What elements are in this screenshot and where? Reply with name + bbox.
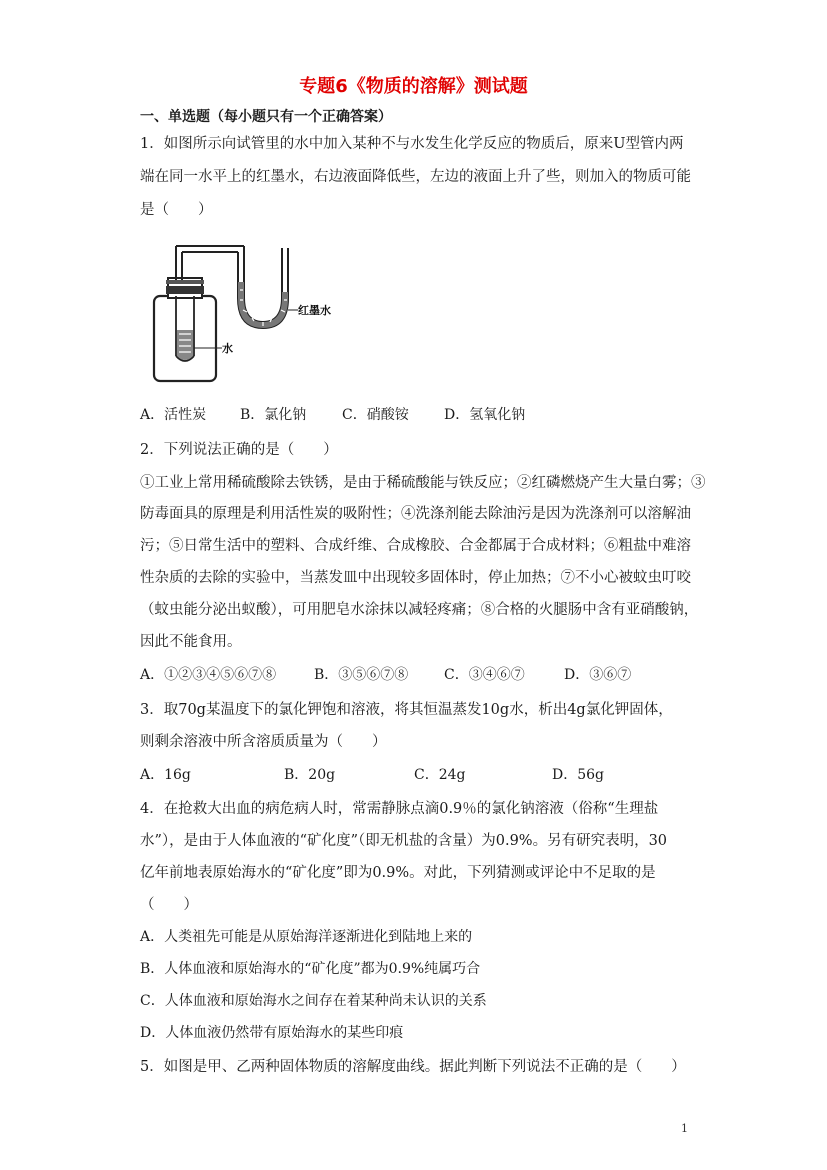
q3-option-b: B．20g bbox=[284, 767, 336, 783]
q2-option-a: A．①②③④⑤⑥⑦⑧ bbox=[140, 667, 277, 683]
q1-option-b: B．氯化钠 bbox=[240, 407, 307, 423]
q5-line-1: 5．如图是甲、乙两种固体物质的溶解度曲线。据此判断下列说法不正确的是（ ） bbox=[140, 1059, 686, 1075]
q2-option-b: B．③⑤⑥⑦⑧ bbox=[314, 667, 409, 683]
q4-line-1: 4．在抢救大出血的病危病人时，常需静脉点滴0.9％的氯化钠溶液（俗称“生理盐 bbox=[140, 801, 659, 817]
q1-line-1: 1．如图所示向试管里的水中加入某种不与水发生化学反应的物质后，原来U型管内两 bbox=[140, 136, 684, 152]
page-title: 专题6《物质的溶解》测试题 bbox=[299, 76, 528, 97]
red-ink-label: 红墨水 bbox=[298, 304, 331, 317]
q4-line-4: （ ） bbox=[140, 897, 198, 913]
q2-line-6: （蚊虫能分泌出蚁酸），可用肥皂水涂抹以减轻疼痛；⑧合格的火腿肠中含有亚硝酸钠， bbox=[140, 602, 699, 618]
q4-option-c: C．人体血液和原始海水之间存在着某种尚未认识的关系 bbox=[140, 993, 487, 1009]
q1-line-2: 端在同一水平上的红墨水，右边液面降低些，左边的液面上升了些，则加入的物质可能 bbox=[140, 169, 691, 185]
q2-line-1: 2．下列说法正确的是（ ） bbox=[140, 442, 338, 458]
q2-option-c: C．③④⑥⑦ bbox=[444, 667, 525, 683]
q2-line-3: 防毒面具的原理是利用活性炭的吸附性；④洗涤剂能去除油污是因为洗涤剂可以溶解油 bbox=[140, 506, 691, 522]
q4-line-3: 亿年前地表原始海水的“矿化度”即为0.9%。对此，下列猜测或评论中不足取的是 bbox=[140, 865, 656, 881]
q1-line-3: 是（ ） bbox=[140, 202, 213, 218]
q2-line-2: ①工业上常用稀硫酸除去铁锈，是由于稀硫酸能与铁反应；②红磷燃烧产生大量白雾；③ bbox=[140, 475, 706, 491]
section-title: 一、单选题（每小题只有一个正确答案） bbox=[140, 109, 392, 125]
q3-option-a: A．16g bbox=[140, 767, 191, 783]
q4-option-b: B．人体血液和原始海水的“矿化度”都为0.9%纯属巧合 bbox=[140, 961, 481, 977]
q2-line-5: 性杂质的去除的实验中，当蒸发皿中出现较多固体时，停止加热；⑦不小心被蚊虫叮咬 bbox=[140, 570, 691, 586]
q3-option-c: C．24g bbox=[414, 767, 466, 783]
q1-option-d: D．氢氧化钠 bbox=[444, 407, 526, 423]
q1-option-c: C．硝酸铵 bbox=[342, 407, 409, 423]
q2-option-d: D．③⑥⑦ bbox=[564, 667, 632, 683]
q4-line-2: 水”），是由于人体血液的“矿化度”（即无机盐的含量）为0.9%。另有研究表明，30 bbox=[140, 833, 668, 849]
q2-line-4: 污；⑤日常生活中的塑料、合成纤维、合成橡胶、合金都属于合成材料；⑥粗盐中难溶 bbox=[140, 538, 691, 554]
q4-option-a: A．人类祖先可能是从原始海洋逐渐进化到陆地上来的 bbox=[140, 929, 473, 945]
q4-option-d: D．人体血液仍然带有原始海水的某些印痕 bbox=[140, 1025, 404, 1041]
q3-option-d: D．56g bbox=[552, 767, 605, 783]
q3-line-1: 3．取70g某温度下的氯化钾饱和溶液，将其恒温蒸发10g水，析出4g氯化钾固体， bbox=[140, 702, 673, 718]
u-tube-apparatus-figure bbox=[148, 238, 338, 388]
q3-line-2: 则剩余溶液中所含溶质质量为（ ） bbox=[140, 734, 387, 750]
q2-line-7: 因此不能食用。 bbox=[140, 634, 242, 650]
q1-option-a: A．活性炭 bbox=[140, 407, 207, 423]
water-label: 水 bbox=[222, 342, 233, 355]
page-number: 1 bbox=[681, 1122, 688, 1135]
